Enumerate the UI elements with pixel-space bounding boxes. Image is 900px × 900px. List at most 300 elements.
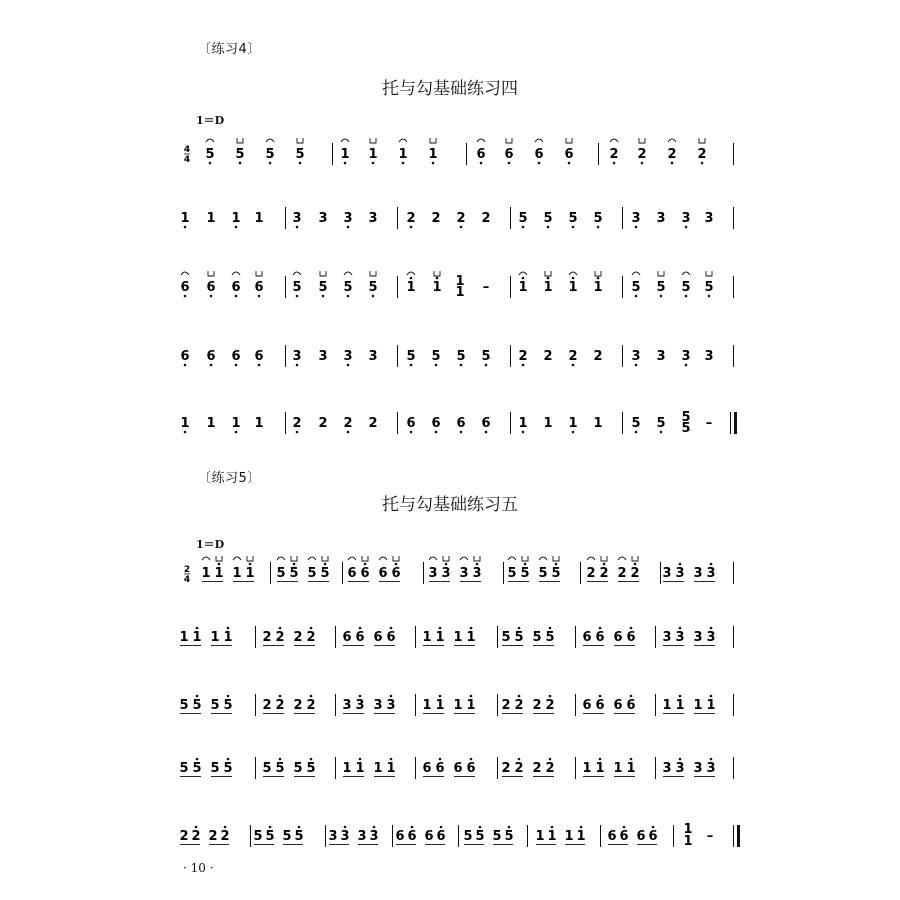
note: 5 [210, 761, 220, 776]
note: 2 [667, 147, 677, 162]
underline-beam [454, 776, 475, 777]
time-signature-top: 4 [183, 145, 191, 155]
note: 1 [543, 416, 553, 431]
octave-dot [411, 826, 414, 829]
note: 6 [395, 829, 405, 844]
stacked-note-bottom: 5 [681, 421, 691, 436]
octave-dot [184, 226, 187, 229]
octave-dot [439, 627, 442, 630]
gou-mark [632, 556, 638, 561]
note: 2 [637, 147, 647, 162]
barline [598, 143, 599, 165]
octave-dot [710, 758, 713, 761]
note: 6 [431, 416, 441, 431]
octave-dot [296, 364, 299, 367]
octave-dot [195, 826, 198, 829]
octave-dot [196, 695, 199, 698]
note: 3 [662, 630, 672, 645]
underline-beam [180, 713, 201, 714]
barline [497, 626, 498, 648]
octave-dot [235, 295, 238, 298]
note: 6 [407, 829, 417, 844]
underline-beam [429, 581, 450, 582]
underline-beam [583, 776, 604, 777]
note: 2 [568, 349, 578, 364]
underline-beam [614, 776, 635, 777]
note: 5 [320, 566, 330, 581]
note: 2 [262, 630, 272, 645]
gou-mark [370, 271, 376, 276]
underline-beam [209, 844, 229, 845]
octave-dot [322, 295, 325, 298]
octave-dot [269, 826, 272, 829]
octave-dot [372, 162, 375, 165]
note: 3 [662, 566, 672, 581]
underline-beam [539, 581, 560, 582]
underline-beam [508, 581, 529, 582]
octave-dot [410, 277, 413, 280]
note: 5 [518, 211, 528, 226]
note: 1 [453, 698, 463, 713]
note: 6 [582, 698, 592, 713]
octave-dot [390, 627, 393, 630]
note: 5 [289, 566, 299, 581]
note: 5 [551, 566, 561, 581]
note: 5 [179, 698, 189, 713]
note: 1 [340, 147, 350, 162]
octave-dot [439, 758, 442, 761]
underline-beam [502, 713, 523, 714]
barline [335, 694, 336, 716]
octave-dot [641, 162, 644, 165]
note: 5 [704, 280, 714, 295]
note: 1 [223, 630, 233, 645]
note: 6 [424, 829, 434, 844]
note: 5 [492, 829, 502, 844]
underline-beam [343, 713, 364, 714]
note: 5 [294, 829, 304, 844]
note: 1 [518, 416, 528, 431]
octave-dot [508, 826, 511, 829]
note: 6 [180, 280, 190, 295]
note: 5 [179, 761, 189, 776]
note: 2 [306, 630, 316, 645]
note: 1 [206, 416, 216, 431]
exercise-5-key: 1＝D [196, 538, 225, 551]
barline [575, 626, 576, 648]
note: 2 [501, 761, 511, 776]
barline [730, 412, 731, 434]
note: 3 [368, 349, 378, 364]
note: 5 [463, 829, 473, 844]
underline-beam [583, 713, 604, 714]
octave-dot [572, 226, 575, 229]
note: 2 [543, 349, 553, 364]
octave-dot [235, 431, 238, 434]
underline-beam [211, 776, 232, 777]
octave-dot [296, 431, 299, 434]
octave-dot [460, 226, 463, 229]
gou-mark [237, 138, 243, 143]
note: 1 [435, 630, 445, 645]
note: 5 [282, 829, 292, 844]
octave-dot [603, 563, 606, 566]
note: 2 [406, 211, 416, 226]
underline-beam [565, 844, 585, 845]
note: – [482, 280, 490, 295]
underline-beam [294, 645, 315, 646]
note: 3 [706, 566, 716, 581]
note: 1 [180, 416, 190, 431]
note: 3 [631, 211, 641, 226]
octave-dot [460, 364, 463, 367]
note: 1 [232, 566, 242, 581]
note: 2 [586, 566, 596, 581]
octave-dot [613, 162, 616, 165]
tuo-mark [341, 139, 349, 142]
note: 3 [328, 829, 338, 844]
note: 6 [406, 416, 416, 431]
note: 3 [292, 211, 302, 226]
tuo-mark [569, 272, 577, 275]
underline-beam [618, 581, 639, 582]
barline [397, 207, 398, 229]
octave-dot [671, 162, 674, 165]
note: 6 [564, 147, 574, 162]
tuo-mark [632, 272, 640, 275]
underline-beam [614, 713, 635, 714]
octave-dot [235, 226, 238, 229]
note: 5 [368, 280, 378, 295]
octave-dot [518, 695, 521, 698]
octave-dot [660, 431, 663, 434]
underline-beam [425, 844, 445, 845]
tuo-mark [399, 139, 407, 142]
octave-dot [410, 226, 413, 229]
note: 3 [355, 698, 365, 713]
octave-dot [239, 162, 242, 165]
octave-dot [551, 826, 554, 829]
barline [415, 757, 416, 779]
octave-dot [296, 295, 299, 298]
tuo-mark [539, 557, 547, 560]
octave-dot [439, 695, 442, 698]
gou-mark [434, 271, 440, 276]
octave-dot [347, 364, 350, 367]
note: 5 [681, 280, 691, 295]
octave-dot [470, 758, 473, 761]
note: 3 [706, 630, 716, 645]
note: 3 [342, 698, 352, 713]
underline-beam [374, 645, 395, 646]
octave-dot [630, 695, 633, 698]
note: 6 [391, 566, 401, 581]
barline [332, 143, 333, 165]
underline-beam [343, 776, 364, 777]
gou-mark [474, 556, 480, 561]
octave-dot [359, 758, 362, 761]
underline-beam [294, 776, 315, 777]
octave-dot [296, 226, 299, 229]
underline-beam [202, 581, 223, 582]
underline-beam [587, 581, 608, 582]
note: 3 [459, 566, 469, 581]
note: 3 [357, 829, 367, 844]
note: 2 [532, 698, 542, 713]
underline-beam [180, 776, 201, 777]
barline [423, 562, 424, 584]
octave-dot [547, 277, 550, 280]
note: 2 [208, 829, 218, 844]
note: 6 [373, 630, 383, 645]
note: 2 [514, 698, 524, 713]
octave-dot [224, 826, 227, 829]
tuo-mark [618, 557, 626, 560]
gou-mark [216, 556, 222, 561]
barline [497, 757, 498, 779]
note: 6 [476, 147, 486, 162]
underline-beam [180, 645, 201, 646]
note: 5 [223, 698, 233, 713]
note: 3 [693, 761, 703, 776]
octave-dot [685, 295, 688, 298]
final-barline [737, 825, 740, 847]
note: 5 [235, 147, 245, 162]
underline-beam [263, 713, 284, 714]
barline [733, 276, 734, 298]
barline [335, 757, 336, 779]
barline [622, 207, 623, 229]
octave-dot [293, 563, 296, 566]
octave-dot [347, 295, 350, 298]
note: 6 [636, 829, 646, 844]
note: 6 [435, 761, 445, 776]
underline-beam [663, 645, 684, 646]
note: 2 [179, 829, 189, 844]
octave-dot [299, 162, 302, 165]
note: 3 [693, 566, 703, 581]
stacked-note-bottom: 1 [455, 285, 465, 300]
octave-dot [310, 758, 313, 761]
underline-beam [308, 581, 329, 582]
barline [655, 626, 656, 648]
note: 6 [436, 829, 446, 844]
octave-dot [298, 826, 301, 829]
gou-mark [545, 271, 551, 276]
octave-dot [184, 431, 187, 434]
note: 1 [422, 630, 432, 645]
tuo-mark [682, 272, 690, 275]
note: 2 [514, 761, 524, 776]
barline [285, 345, 286, 367]
note: 2 [501, 698, 511, 713]
octave-dot [364, 563, 367, 566]
tuo-mark [232, 272, 240, 275]
stacked-note-top: 5 [681, 410, 691, 425]
underline-beam [423, 645, 444, 646]
note: 5 [481, 349, 491, 364]
octave-dot [572, 364, 575, 367]
barline [335, 626, 336, 648]
barline [285, 207, 286, 229]
note: 3 [369, 829, 379, 844]
octave-dot [480, 162, 483, 165]
note: 1 [564, 829, 574, 844]
note: 2 [368, 416, 378, 431]
underline-beam [343, 645, 364, 646]
note: 1 [432, 280, 442, 295]
gou-mark [208, 271, 214, 276]
underline-beam [396, 844, 416, 845]
octave-dot [344, 826, 347, 829]
octave-dot [324, 563, 327, 566]
tuo-mark [206, 139, 214, 142]
note: 2 [293, 698, 303, 713]
octave-dot [235, 364, 238, 367]
octave-dot [568, 162, 571, 165]
underline-beam [536, 844, 556, 845]
note: 5 [431, 349, 441, 364]
octave-dot [485, 364, 488, 367]
note: 3 [441, 566, 451, 581]
octave-dot [634, 563, 637, 566]
note: 5 [205, 147, 215, 162]
octave-dot [599, 758, 602, 761]
note: 5 [545, 630, 555, 645]
octave-dot [549, 758, 552, 761]
note: 6 [422, 761, 432, 776]
underline-beam [294, 713, 315, 714]
octave-dot [599, 695, 602, 698]
barline [622, 345, 623, 367]
gou-mark [706, 271, 712, 276]
gou-mark [297, 138, 303, 143]
gou-mark [393, 556, 399, 561]
final-barline [734, 412, 737, 434]
note: 2 [292, 416, 302, 431]
octave-dot [184, 295, 187, 298]
octave-dot [522, 277, 525, 280]
octave-dot [460, 431, 463, 434]
note: 3 [656, 211, 666, 226]
octave-dot [518, 758, 521, 761]
gou-mark [443, 556, 449, 561]
barline [733, 143, 734, 165]
note: 2 [343, 416, 353, 431]
note: 6 [481, 416, 491, 431]
note: 5 [656, 280, 666, 295]
note: 2 [599, 566, 609, 581]
note: 1 [231, 211, 241, 226]
note: 3 [706, 761, 716, 776]
note: 2 [545, 761, 555, 776]
note: 1 [693, 698, 703, 713]
underline-beam [502, 645, 523, 646]
time-signature-top: 2 [183, 565, 191, 575]
tuo-mark [460, 557, 468, 560]
octave-dot [685, 226, 688, 229]
note: 6 [626, 630, 636, 645]
note: 3 [631, 349, 641, 364]
octave-dot [679, 758, 682, 761]
note: 5 [265, 147, 275, 162]
note: 1 [595, 761, 605, 776]
note: 5 [343, 280, 353, 295]
barline [733, 626, 734, 648]
note: 6 [582, 630, 592, 645]
underline-beam [637, 844, 657, 845]
octave-dot [635, 295, 638, 298]
octave-dot [710, 563, 713, 566]
underline-beam [533, 713, 554, 714]
gou-mark [291, 556, 297, 561]
note: 5 [475, 829, 485, 844]
note: 2 [431, 211, 441, 226]
barline [600, 825, 601, 847]
underline-beam [460, 581, 481, 582]
note: 1 [398, 147, 408, 162]
barline [510, 412, 511, 434]
octave-dot [227, 695, 230, 698]
note: 1 [535, 829, 545, 844]
octave-dot [479, 826, 482, 829]
note: 5 [514, 630, 524, 645]
note: 2 [262, 698, 272, 713]
gou-mark [566, 138, 572, 143]
page-number: · 10 · [183, 861, 214, 875]
underline-beam [694, 713, 715, 714]
gou-mark [601, 556, 607, 561]
octave-dot [522, 226, 525, 229]
octave-dot [210, 364, 213, 367]
note: 3 [428, 566, 438, 581]
time-signature-bottom: 4 [183, 575, 191, 585]
barline [466, 143, 467, 165]
octave-dot [635, 431, 638, 434]
octave-dot [597, 226, 600, 229]
underline-beam [464, 844, 484, 845]
octave-dot [547, 226, 550, 229]
octave-dot [210, 295, 213, 298]
octave-dot [269, 162, 272, 165]
underline-beam [379, 581, 400, 582]
underline-beam [454, 713, 475, 714]
note: 1 [593, 416, 603, 431]
note: 6 [607, 829, 617, 844]
gou-mark [506, 138, 512, 143]
gou-mark [362, 556, 368, 561]
underline-beam [180, 844, 200, 845]
note: 6 [180, 349, 190, 364]
barline [510, 345, 511, 367]
octave-dot [597, 277, 600, 280]
note: 5 [568, 211, 578, 226]
barline [285, 276, 286, 298]
barline [575, 757, 576, 779]
note: – [706, 829, 714, 844]
octave-dot [701, 162, 704, 165]
octave-dot [310, 627, 313, 630]
note: 6 [534, 147, 544, 162]
underline-beam [277, 581, 298, 582]
note: 1 [368, 147, 378, 162]
barline [285, 412, 286, 434]
underline-beam [533, 776, 554, 777]
note: 2 [532, 761, 542, 776]
octave-dot [522, 431, 525, 434]
tuo-mark [233, 557, 241, 560]
octave-dot [227, 627, 230, 630]
